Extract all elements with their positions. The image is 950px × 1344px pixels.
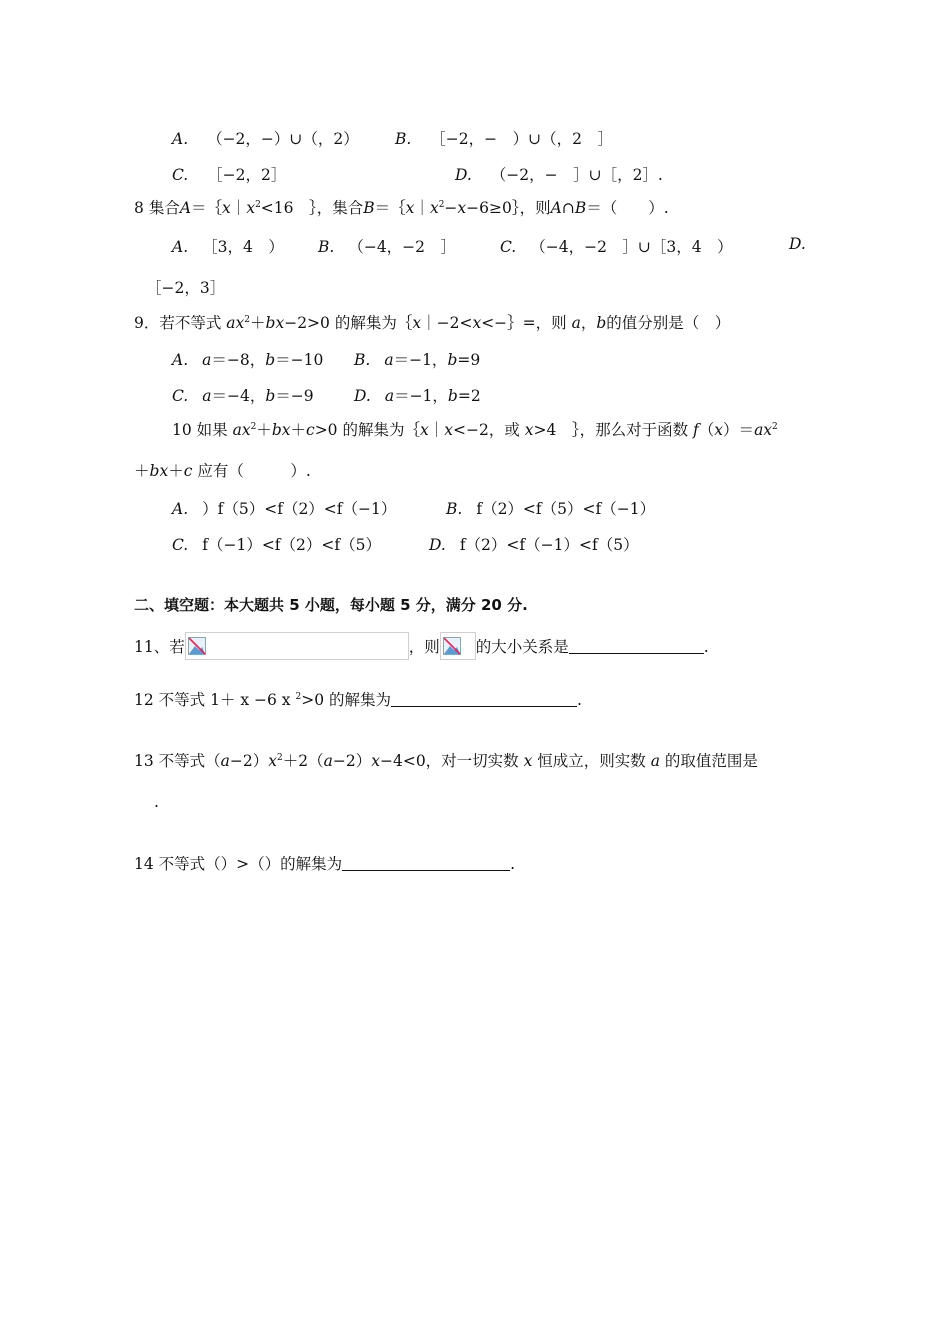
- option-text: ［−2，− ）∪（，2 ］: [430, 130, 613, 148]
- option-text: ［−2，2］: [207, 166, 287, 184]
- answer-blank[interactable]: [342, 856, 510, 871]
- q10-stem-line2: ＋bx＋c 应有（ ）.: [134, 462, 311, 480]
- option-label: B.: [395, 130, 412, 148]
- q8-option-d-label: D.: [789, 235, 806, 253]
- q10-stem-line1: 10 如果 $ax^2+bx+c>0$ 的解集为｛x｜x<−2，或 x>4 ｝，那么对于函数 $f(x)=ax^2$: [172, 421, 778, 439]
- q9-option-b: B. a＝−1，b=9: [354, 351, 481, 369]
- q8-option-b: B. （−4，−2 ］: [318, 238, 457, 256]
- q7-option-c: [172, 163, 286, 185]
- q10-option-d: D. f（2）<f（−1）<f（5）: [429, 536, 639, 554]
- q9-option-d: D. a＝−1，b=2: [354, 387, 481, 405]
- q14-line: 14 不等式（）>（）的解集为 .: [134, 855, 516, 873]
- q7-option-b: [395, 127, 613, 149]
- q9-option-a: A. a＝−8，b＝−10: [172, 351, 324, 369]
- option-label: C.: [172, 166, 189, 184]
- q10-option-b: B. f（2）<f（5）<f（−1）: [446, 500, 656, 518]
- q10-option-c: C. f（−1）<f（2）<f（5）: [172, 536, 381, 554]
- answer-blank[interactable]: [569, 639, 704, 654]
- answer-blank[interactable]: [391, 692, 577, 707]
- q11-line: 11、若 ，则 的大小关系是 .: [134, 632, 709, 660]
- option-label: D.: [455, 166, 472, 184]
- q7-option-a: [172, 127, 359, 149]
- option-text: （−2，− ］∪［，2］.: [490, 166, 663, 184]
- q9-stem: 9．若不等式 $ax^2+bx-2>0$ 的解集为｛x｜−2<x<−｝=，则 a，b的值分别是（ ）: [134, 314, 731, 332]
- section-heading: 二、填空题：本大题共 5 小题，每小题 5 分，满分 20 分.: [134, 596, 528, 614]
- q7-option-d: [455, 163, 663, 185]
- q13-line: 13 不等式$(a-2)x^2+2(a-2)x-4<0$，对一切实数 x 恒成立，则实数 a 的取值范围是: [134, 752, 758, 770]
- q8-option-c: C. （−4，−2 ］∪［3，4 ）: [500, 238, 733, 256]
- option-text: （−2，−）∪（，2）: [207, 130, 359, 148]
- q10-option-a: A. ）f（5）<f（2）<f（−1）: [172, 500, 397, 518]
- q13-period: .: [154, 793, 159, 811]
- option-label: A.: [172, 130, 189, 148]
- q9-option-c: C. a＝−4，b＝−9: [172, 387, 314, 405]
- broken-image-icon: [440, 632, 476, 660]
- q8-option-d-text: ［−2，3］: [146, 279, 226, 297]
- q12-line: 12 不等式 1＋ x −6 x $^2$>0 的解集为 .: [134, 691, 582, 709]
- broken-image-icon: [185, 632, 409, 660]
- q8-option-a: A. ［3，4 ）: [172, 238, 284, 256]
- q8-stem: 8 集合$A=\{x|x^2<16$ ｝，集合$B=\{x|x^2-x-6\ge 0\}$，则A∩B＝（ ）.: [134, 199, 669, 217]
